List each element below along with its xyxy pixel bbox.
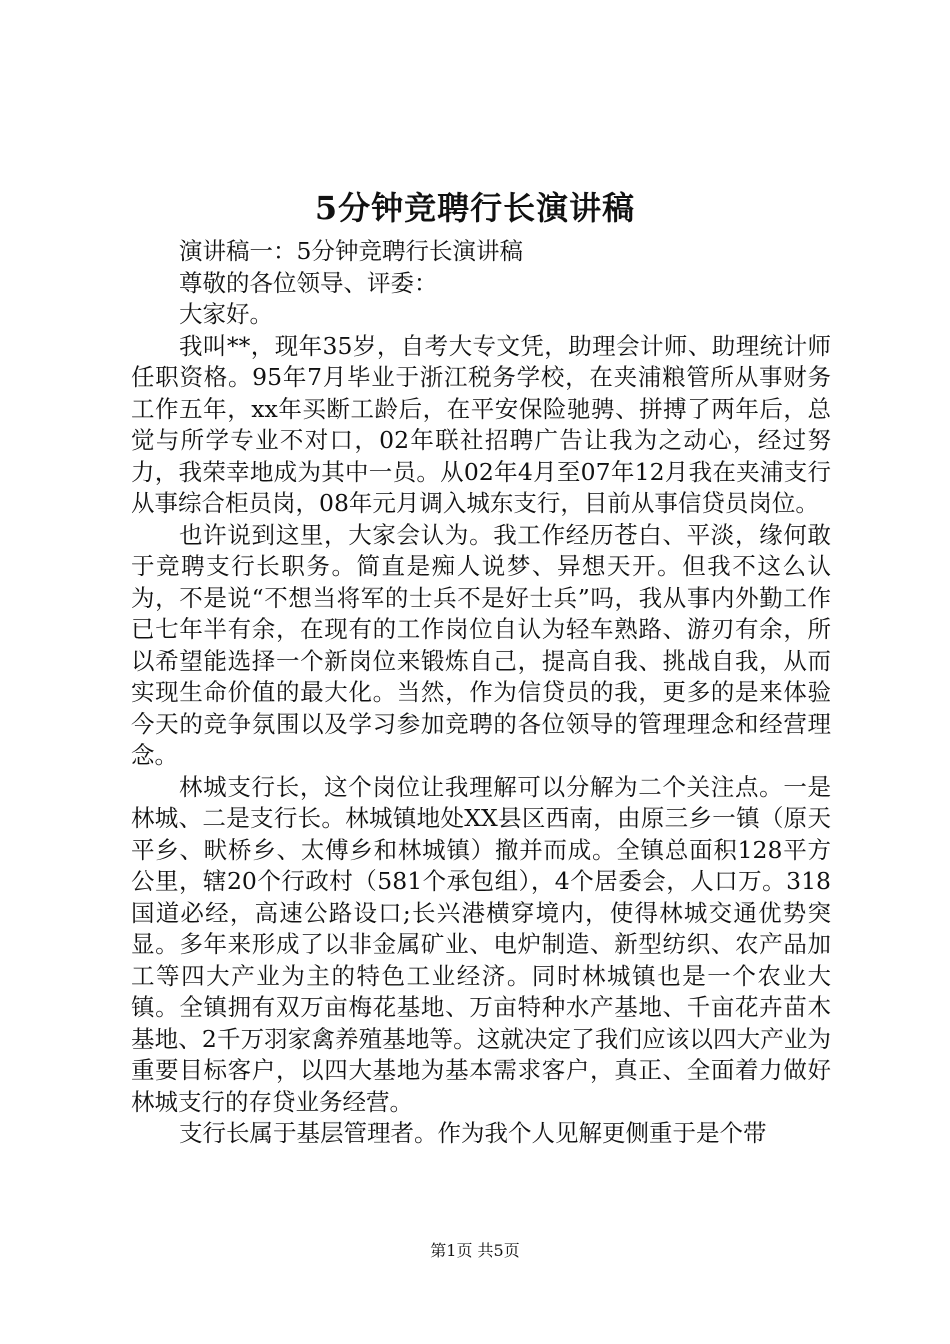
paragraph-subtitle: 演讲稿一：5分钟竞聘行长演讲稿 [179,237,523,265]
document-body [131,236,831,1150]
paragraph-introduction: 我叫**，现年35岁，自考大专文凭，助理会计师、助理统计师任职资格。95年7月毕业于浙江税务学校，在夹浦粮管所从事财务工作五年，xx年买断工龄后，在平安保险驰骋、拼搏了两年后，总觉与所学专业不对口，02年联社招聘广告让我为之动心，经过努力，我荣幸地成为其中一员。从02年4月至07年12月我在夹浦支行从事综合柜员岗，08年元月调入城东支行，目前从事信贷员岗位。 [131,331,831,517]
paragraph-motivation: 也许说到这里，大家会认为。我工作经历苍白、平淡，缘何敢于竞聘支行长职务。简直是痴人说梦、异想天开。但我不这么认为，不是说“不想当将军的士兵不是好士兵”吗，我从事内外勤工作已七年半有余，在现有的工作岗位自认为轻车熟路、游刃有余，所以希望能选择一个新岗位来锻炼自己，提高自我、挑战自我，从而实现生命价值的最大化。当然，作为信贷员的我，更多的是来体验今天的竞争氛围以及学习参加竞聘的各位领导的管理理念和经营理念。 [131,520,831,769]
page-footer: 第1页 共5页 [430,1241,520,1260]
paragraph-town-profile: 林城支行长，这个岗位让我理解可以分解为二个关注点。一是林城、二是支行长。林城镇地处XX县区西南，由原三乡一镇（原天平乡、畎桥乡、太傅乡和林城镇）撤并而成。全镇总面积128平方公里，辖20个行政村（581个承包组），4个居委会，人口万。318国道必经，高速公路设口;长兴港横穿境内，使得林城交通优势突显。多年来形成了以非金属矿业、电炉制造、新型纺织、农产品加工等四大产业为主的特色工业经济。同时林城镇也是一个农业大镇。全镇拥有双万亩梅花基地、万亩特种水产基地、千亩花卉苗木基地、2千万羽家禽养殖基地等。这就决定了我们应该以四大产业为重要目标客户，以四大基地为基本需求客户，真正、全面着力做好林城支行的存贷业务经营。 [131,772,831,1116]
paragraph-salutation: 尊敬的各位领导、评委： [179,268,438,297]
paragraph-role: 支行长属于基层管理者。作为我个人见解更侧重于是个带 [179,1119,767,1147]
document-title: 5分钟竞聘行长演讲稿 [314,189,636,227]
paragraph-greeting: 大家好。 [179,300,273,328]
